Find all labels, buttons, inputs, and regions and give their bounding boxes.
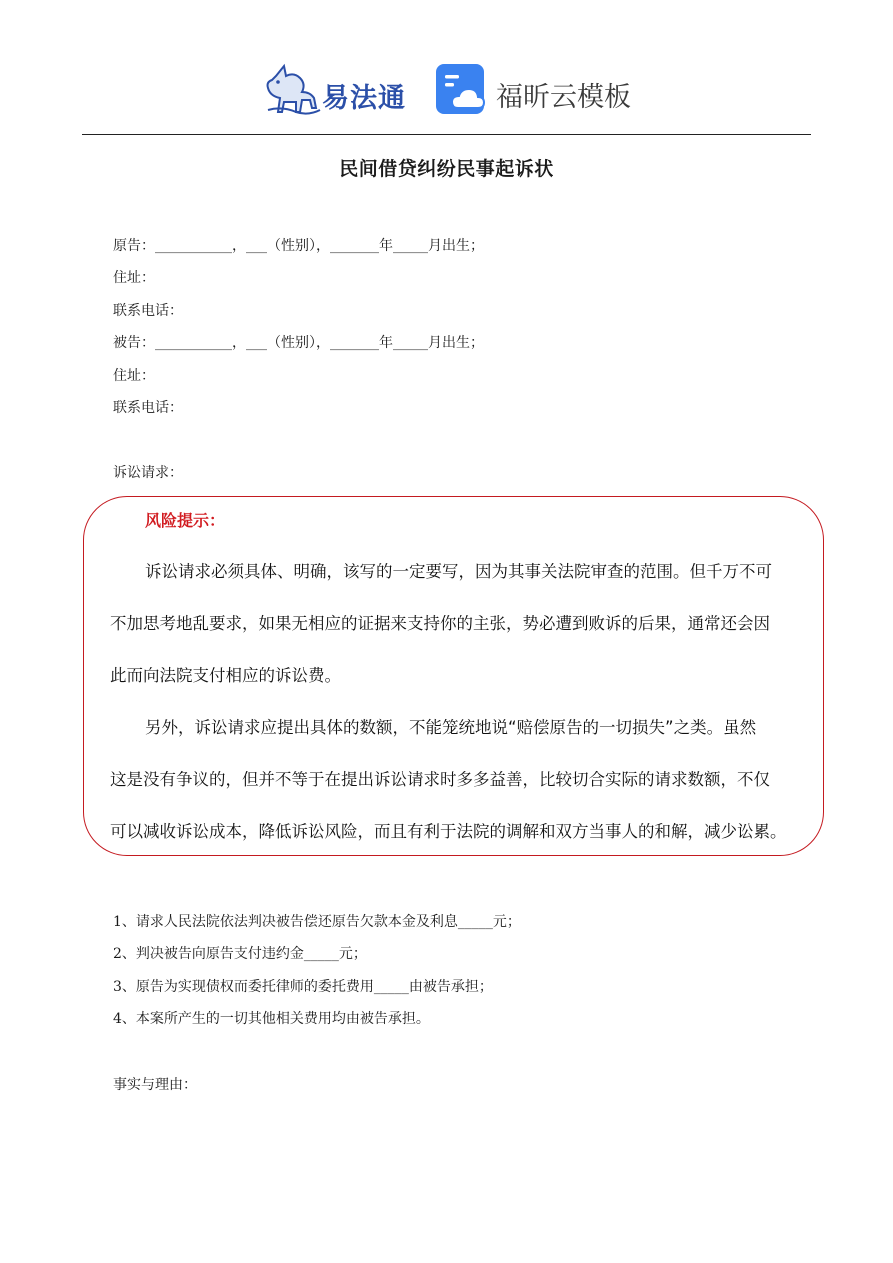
claim-item: 4、本案所产生的一切其他相关费用均由被告承担。 (113, 1011, 430, 1027)
unicorn-icon (262, 62, 324, 120)
risk-notice-line: 另外，诉讼请求应提出具体的数额，不能笼统地说“赔偿原告的一切损失”之类。虽然 (145, 718, 757, 737)
plaintiff-phone: 联系电话： (113, 303, 183, 319)
document-title: 民间借贷纠纷民事起诉状 (339, 158, 554, 180)
header-divider (82, 134, 811, 135)
risk-notice-line: 这是没有争议的，但并不等于在提出诉讼请求时多多益善，比较切合实际的请求数额，不仅 (110, 770, 770, 789)
fuxin-wordmark: 福昕云模板 (496, 82, 631, 113)
risk-notice-line: 诉讼请求必须具体、明确，该写的一定要写，因为其事关法院审查的范围。但千万不可 (145, 562, 772, 581)
claim-item: 2、判决被告向原告支付违约金_____元； (113, 946, 367, 962)
risk-notice-line: 此而向法院支付相应的诉讼费。 (110, 666, 341, 685)
yifatong-wordmark: 易法通 (322, 83, 406, 114)
claim-item: 1、请求人民法院依法判决被告偿还原告欠款本金及利息_____元； (113, 914, 521, 930)
claim-item: 3、原告为实现债权而委托律师的委托费用_____由被告承担； (113, 979, 493, 995)
defendant-phone: 联系电话： (113, 400, 183, 416)
yifatong-logo (262, 62, 422, 118)
risk-notice-title: 风险提示： (145, 511, 226, 530)
risk-notice-line: 可以减收诉讼成本，降低诉讼风险，而且有利于法院的调解和双方当事人的和解，减少讼累。 (110, 822, 787, 841)
defendant-line: 被告：___________，___（性别），_______年_____月出生； (113, 335, 484, 351)
fuxin-logo (436, 64, 636, 120)
plaintiff-address: 住址： (113, 270, 155, 286)
plaintiff-line: 原告：___________，___（性别），_______年_____月出生； (113, 238, 484, 254)
facts-heading: 事实与理由： (113, 1077, 197, 1093)
header-logos (0, 58, 893, 124)
cloud-document-icon (436, 64, 488, 118)
risk-notice-line: 不加思考地乱要求，如果无相应的证据来支持你的主张，势必遭到败诉的后果，通常还会因 (110, 614, 770, 633)
defendant-address: 住址： (113, 368, 155, 384)
claims-heading: 诉讼请求： (113, 465, 183, 481)
